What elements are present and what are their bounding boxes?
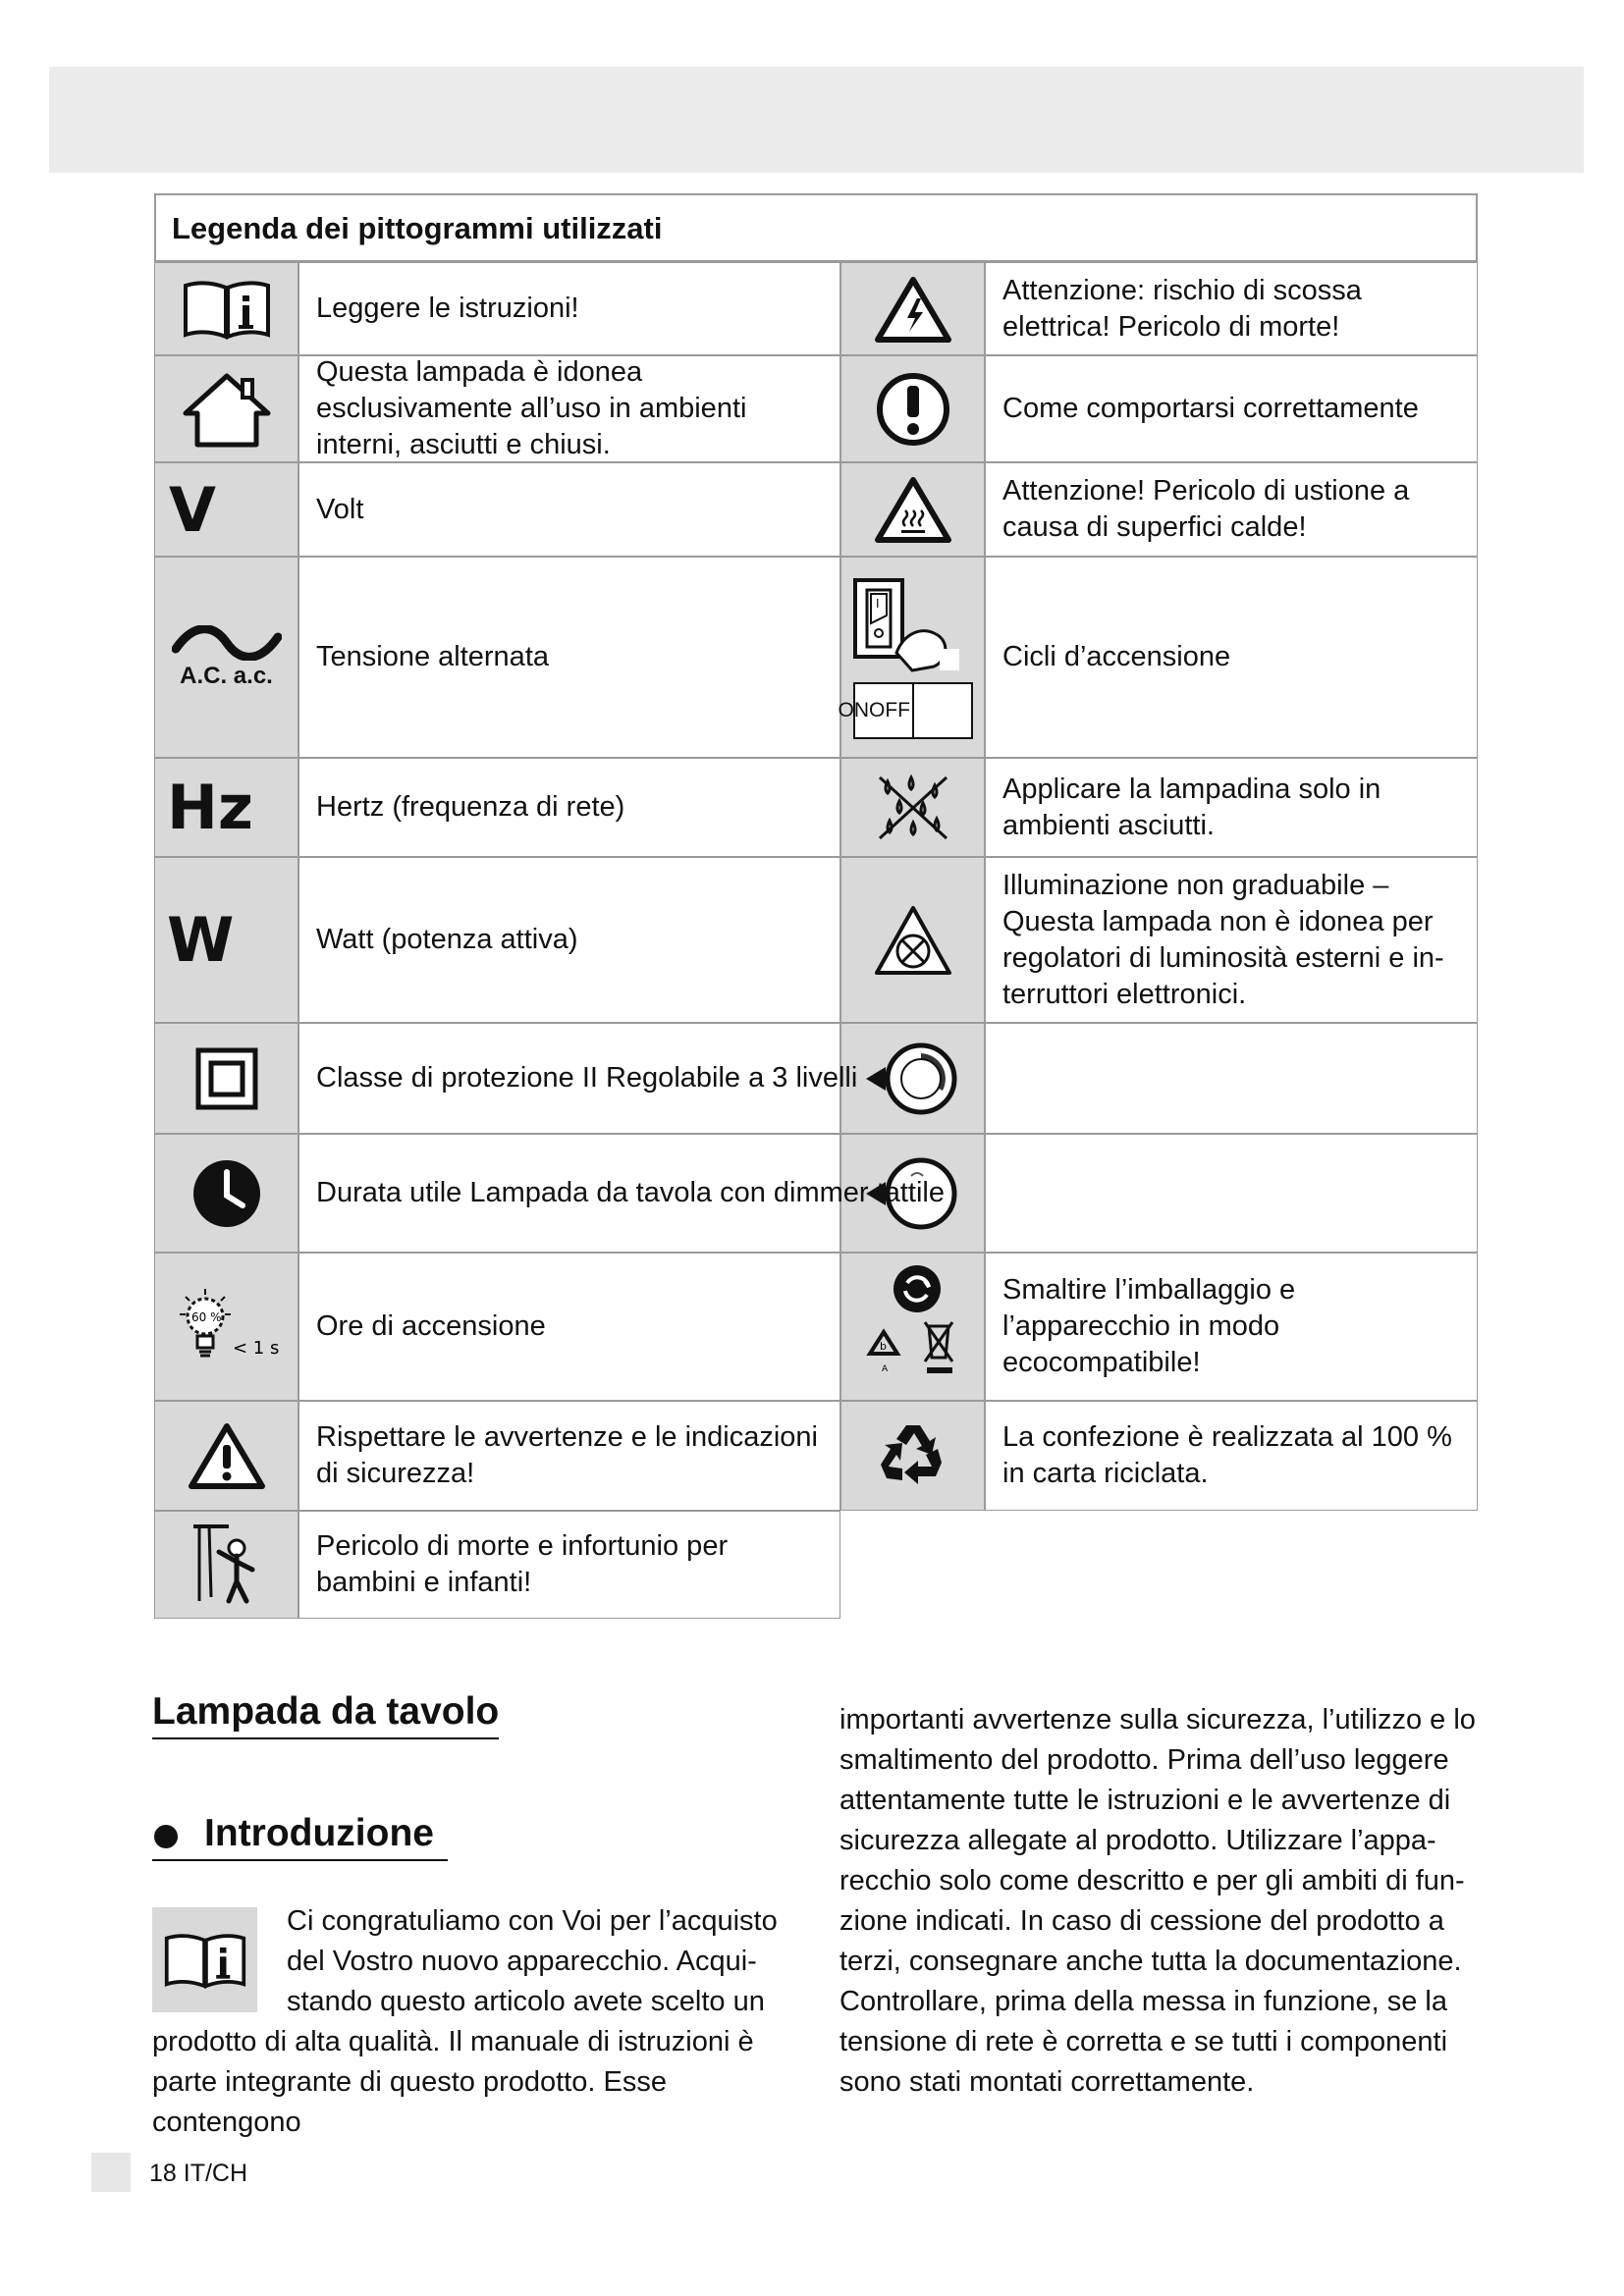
footer-marker bbox=[91, 2153, 131, 2192]
legend-text-volt: Volt bbox=[298, 462, 840, 557]
text-line: del Vostro nuovo apparecchio. Acqui- bbox=[287, 1946, 757, 1977]
text-line: Controllare, prima della messa in funzione, se la bbox=[839, 1986, 1447, 2017]
pictogram-legend-table bbox=[154, 193, 1478, 1619]
section-bullet bbox=[154, 1825, 178, 1848]
intro-paragraph-beside-icon bbox=[287, 1901, 797, 2022]
text-line: smaltimento del prodotto. Prima dell’uso leggere bbox=[839, 1744, 1449, 1776]
section-underline bbox=[152, 1859, 448, 1861]
legend-text-three-level-dimmer bbox=[985, 1023, 1478, 1134]
switch-cycles-icon bbox=[840, 557, 985, 758]
legend-text-protection-class: Classe di protezione II Regolabile a 3 livelli bbox=[298, 1023, 840, 1134]
legend-text-hot-surface: Attenzione! Pericolo di ustione a causa di superfici calde! bbox=[985, 462, 1478, 557]
text-line: sono stati montati correttamente. bbox=[839, 2066, 1255, 2098]
legend-text-child-danger: Pericolo di morte e infortunio per bambini e infanti! bbox=[298, 1511, 840, 1619]
eco-disposal-icon bbox=[840, 1253, 985, 1401]
svg-text:A: A bbox=[881, 1363, 888, 1374]
volt-icon: V bbox=[154, 462, 298, 557]
page-number: 18 IT/CH bbox=[149, 2160, 248, 2187]
on-off-label: ONOFF bbox=[853, 682, 914, 739]
text-line: terzi, consegnare anche tutta la documentazione. bbox=[839, 1946, 1462, 1977]
legend-text-switch-cycles: Cicli d’accensione bbox=[985, 557, 1478, 758]
legend-text-operating-hours: Ore di accensione bbox=[298, 1253, 840, 1401]
indoor-house-icon bbox=[154, 355, 298, 462]
legend-text-watt: Watt (potenza attiva) bbox=[298, 857, 840, 1023]
product-title: Lampada da tavolo bbox=[152, 1690, 499, 1739]
child-danger-icon bbox=[154, 1511, 298, 1619]
text-line: zione indicati. In caso di cessione del prodotto a bbox=[839, 1905, 1444, 1937]
svg-text:I: I bbox=[876, 596, 880, 611]
alternating-current-icon: A.C. a.c. bbox=[154, 557, 298, 758]
text-line: importanti avvertenze sulla sicurezza, l’utilizzo e lo bbox=[839, 1704, 1476, 1735]
watt-icon: W bbox=[154, 857, 298, 1023]
hertz-icon: Hz bbox=[154, 758, 298, 857]
dry-location-icon bbox=[840, 758, 985, 857]
legend-text-electric-shock: Attenzione: rischio di scossa elettrica! Pericolo di morte! bbox=[985, 262, 1478, 355]
read-instructions-icon bbox=[154, 262, 298, 355]
hot-surface-warning-icon bbox=[840, 462, 985, 557]
no-dimmer-icon bbox=[840, 857, 985, 1023]
legend-title: Legenda dei pittogrammi utilizzati bbox=[154, 193, 1478, 262]
electric-shock-warning-icon bbox=[840, 262, 985, 355]
text-line: Ci congratuliamo con Voi per l’acquisto bbox=[287, 1905, 778, 1937]
text-line: attentamente tutte le istruzioni e le avvertenze di bbox=[839, 1785, 1451, 1816]
legend-text-eco-disposal: Smaltire l’imballaggio e l’apparecchio in modo ecocompatibile! bbox=[985, 1253, 1478, 1401]
text-line: stando questo articolo avete scelto un bbox=[287, 1986, 765, 2017]
recycle-icon bbox=[840, 1401, 985, 1511]
protection-class-ii-icon bbox=[154, 1023, 298, 1134]
text-line: sicurezza allegate al prodotto. Utilizzare l’appa- bbox=[839, 1825, 1436, 1856]
legend-text-dry-location: Applicare la lampadina solo in ambienti asciutti. bbox=[985, 758, 1478, 857]
intro-paragraph-column-2 bbox=[839, 1700, 1478, 2103]
legend-text-no-dimmer: Illuminazione non graduabile – Questa lampada non è idonea per regolatori di luminosità esterni e in-terruttori elettronici. bbox=[985, 857, 1478, 1023]
legend-text-correct-behaviour: Come comportarsi correttamente bbox=[985, 355, 1478, 462]
legend-text-safety-notes: Rispettare le avvertenze e le indicazioni di sicurezza! bbox=[298, 1401, 840, 1511]
text-line: tensione di rete è corretta e se tutti i componenti bbox=[839, 2026, 1448, 2057]
section-title: Introduzione bbox=[204, 1812, 434, 1854]
svg-text:60 %: 60 % bbox=[190, 1309, 221, 1324]
legend-text-indoor: Questa lampada è idonea esclusivamente all’uso in ambienti interni, asciutti e chiusi. bbox=[298, 355, 840, 462]
legend-text-touch-dimmer bbox=[985, 1134, 1478, 1253]
three-level-dimmer-icon bbox=[840, 1023, 985, 1134]
text-line: parte integrante di questo prodotto. Esse contengono bbox=[152, 2066, 667, 2138]
legend-text-lifetime: Durata utile Lampada da tavola con dimmer tattile bbox=[298, 1134, 840, 1253]
svg-text:b: b bbox=[879, 1339, 887, 1353]
legend-text-read-instructions: Leggere le istruzioni! bbox=[298, 262, 840, 355]
exclamation-circle-icon bbox=[840, 355, 985, 462]
warning-triangle-icon bbox=[154, 1401, 298, 1511]
intro-paragraph-below-icon bbox=[152, 2022, 800, 2143]
bulb-60-icon bbox=[154, 1253, 298, 1401]
clock-icon bbox=[154, 1134, 298, 1253]
legend-text-alternating-voltage: Tensione alternata bbox=[298, 557, 840, 758]
header-band bbox=[49, 67, 1584, 173]
read-instructions-icon bbox=[152, 1907, 257, 2012]
legend-text-hertz: Hertz (frequenza di rete) bbox=[298, 758, 840, 857]
legend-text-recycled-paper: La confezione è realizzata al 100 % in carta riciclata. bbox=[985, 1401, 1478, 1511]
text-line: recchio solo come descritto e per gli ambiti di fun- bbox=[839, 1865, 1465, 1896]
svg-text:< 1 s: < 1 s bbox=[232, 1337, 279, 1359]
text-line: prodotto di alta qualità. Il manuale di istruzioni è bbox=[152, 2026, 754, 2057]
